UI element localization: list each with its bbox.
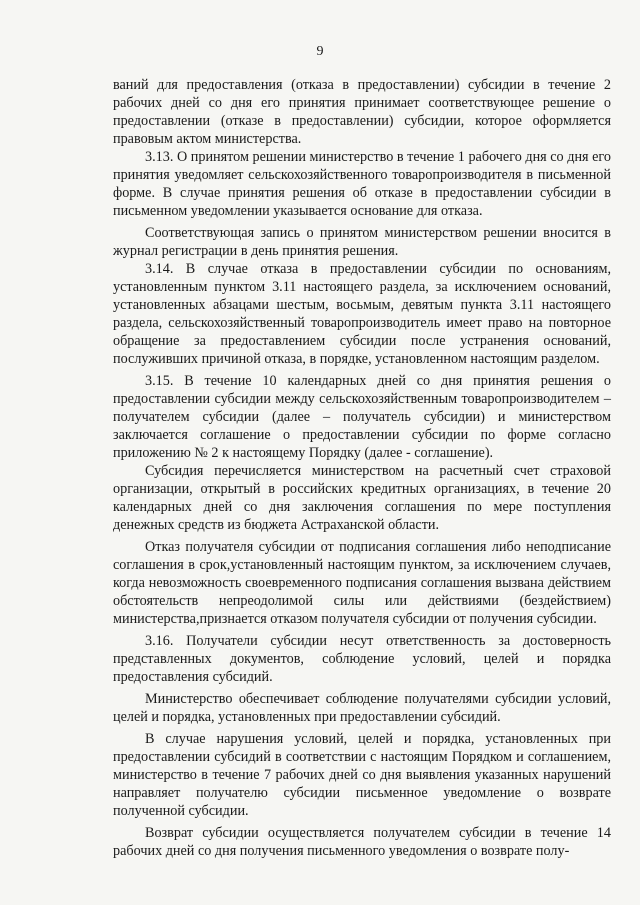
paragraph-3-14: 3.14. В случае отказа в предоставлении субсидии по основаниям, установленным пунктом 3.11 настоящего раздела, за исключением оснований, установленных абзацами шестым, восьмым, девятым пункта 3.11 настоящего раздела, сельскохозяйственный товаропроизводитель имеет право на повторное обращение за предоставлением субсидии после устранения оснований, послуживших причиной отказа, в порядке, установленном настоящим разделом. xyxy=(113,261,611,367)
paragraph-journal-record: Соответствующая запись о принятом министерством решении вносится в журнал регистрации в день принятия решения. xyxy=(113,225,611,259)
paragraph-3-16: 3.16. Получатели субсидии несут ответственность за достоверность представленных документов, соблюдение условий, целей и порядка предоставления субсидий. xyxy=(113,633,611,685)
paragraph-violation: В случае нарушения условий, целей и порядка, установленных при предоставлении субсидий в соответствии с настоящим Порядком и соглашением, министерство в течение 7 рабочих дней со дня выявления указанных нарушений направляет получателю субсидии письменное уведомление о возврате полученной субсидии. xyxy=(113,731,611,819)
paragraph-refusal: Отказ получателя субсидии от подписания соглашения либо неподписание соглашения в срок,установленный настоящим пунктом, за исключением случаев, когда невозможность своевременного подписания соглашения вызвана действием обстоятельств непреодолимой силы или действиями (бездействием) министерства,признается отказом получателя субсидии от получения субсидии. xyxy=(113,539,611,627)
paragraph-subsidy-transfer: Субсидия перечисляется министерством на расчетный счет страховой организации, открытый в российских кредитных организациях, в течение 20 календарных дней со дня заключения соглашения по мере поступления денежных средств из бюджета Астраханской области. xyxy=(113,463,611,533)
page-number: 9 xyxy=(316,44,324,59)
paragraph-refund: Возврат субсидии осуществляется получателем субсидии в течение 14 рабочих дней со дня получения письменного уведомления о возврате полу- xyxy=(113,825,611,859)
document-body xyxy=(113,76,611,860)
paragraph-3-15: 3.15. В течение 10 календарных дней со дня принятия решения о предоставлении субсидии между сельскохозяйственным товаропроизводителем – получателем субсидии (далее – получатель субсидии) и министерством заключается соглашение о предоставлении субсидии по форме согласно приложению № 2 к настоящему Порядку (далее - соглашение). xyxy=(113,373,611,461)
paragraph-continuation: ваний для предоставления (отказа в предоставлении) субсидии в течение 2 рабочих дней со дня его принятия принимает соответствующее решение о предоставлении (отказе в предоставлении) субсидии, которое оформляется правовым актом министерства. xyxy=(113,77,611,147)
paragraph-3-13: 3.13. О принятом решении министерство в течение 1 рабочего дня со дня его принятия уведомляет сельскохозяйственного товаропроизводителя в письменной форме. В случае принятия решения об отказе в предоставлении субсидии в письменном уведомлении указывается основание для отказа. xyxy=(113,149,611,219)
paragraph-ministry-ensures: Министерство обеспечивает соблюдение получателями субсидии условий, целей и порядка, установленных при предоставлении субсидий. xyxy=(113,691,611,725)
